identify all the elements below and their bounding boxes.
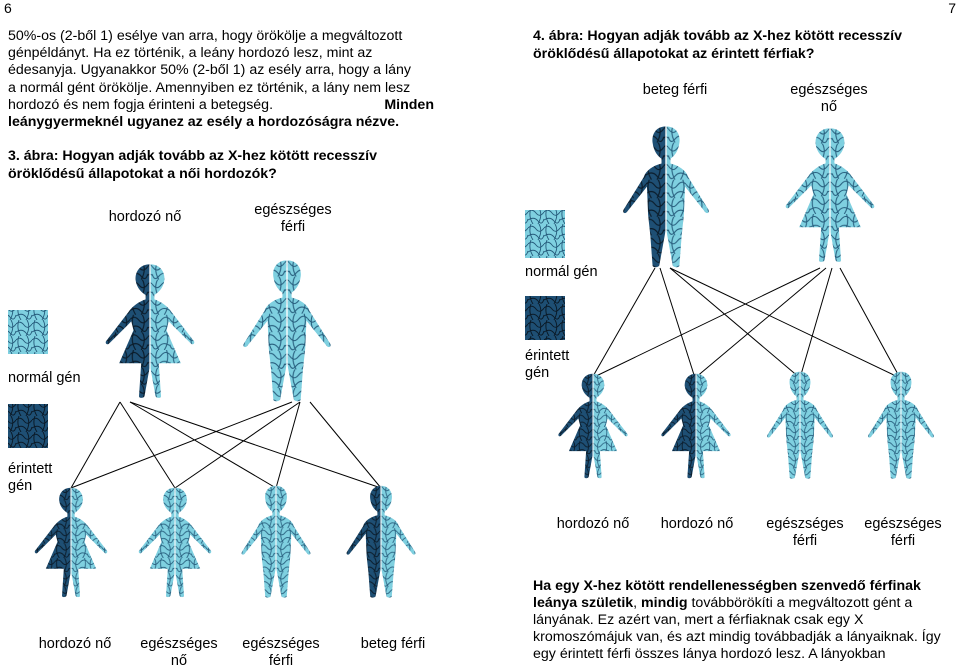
- healthy-mother-figure: [786, 128, 875, 262]
- label-line: gén: [8, 478, 33, 494]
- caption-line: 3. ábra: Hogyan adják tovább az X-hez kötött recesszív: [8, 148, 377, 164]
- intro-line: 50%-os (2-ből 1) esélye van arra, hogy örökölje a megváltozott: [8, 28, 403, 44]
- page-number-right: 7: [948, 0, 956, 16]
- child-healthy-son-figure: [242, 486, 311, 598]
- intro-line: édesanyja. Ugyanakkor 50% (2-ből 1) az esély arra, hogy a lány: [8, 62, 411, 79]
- legend-normal-gene-label: normál gén: [525, 264, 598, 280]
- bottom-text: ,: [633, 595, 642, 611]
- label-line: férfi: [890, 533, 916, 549]
- intro-bold: leánygyermeknél ugyanez az esély a hordozóságra nézve.: [8, 114, 400, 131]
- child-healthy-son-figure: [767, 372, 833, 479]
- affected-father-figure: [623, 126, 709, 267]
- child-carrier-daughter-figure: [35, 488, 107, 597]
- label-line: érintett: [525, 348, 570, 364]
- figure-4: [525, 126, 934, 478]
- label-line: nő: [820, 99, 838, 115]
- label-line: hordozó nő: [556, 516, 630, 532]
- affected-gene-swatch: [8, 404, 48, 448]
- label-line: egészséges: [140, 636, 218, 652]
- bottom-line: kromoszómájuk van, és azt mindig továbbadják a lányaiknak. Így: [533, 629, 941, 645]
- bottom-bold: mindig: [641, 595, 688, 611]
- label-line: egészséges: [254, 202, 332, 218]
- caption-line: öröklődésű állapotokat az érintett férfiak?: [533, 45, 815, 62]
- label-line: egészséges: [864, 516, 942, 532]
- caption-line: öröklődésű állapotokat a női hordozók?: [8, 165, 277, 182]
- label-line: férfi: [268, 653, 294, 669]
- label-line: egészséges: [790, 82, 868, 98]
- child-carrier-daughter-figure: [558, 374, 627, 478]
- label-line: gén: [525, 365, 550, 381]
- bottom-bold: leánya születik: [533, 595, 634, 611]
- intro-line: génpéldányt. Ha ez történik, a leány hordozó lesz, mint az: [8, 45, 373, 62]
- label-line: egészséges: [766, 516, 844, 532]
- carrier-mother-figure: [106, 264, 195, 398]
- child-healthy-daughter-figure: [139, 488, 211, 597]
- label-line: férfi: [280, 219, 306, 235]
- label-line: beteg férfi: [360, 636, 426, 652]
- caption-line: 4. ábra: Hogyan adják tovább az X-hez kötött recesszív: [533, 28, 902, 44]
- child-affected-son-figure: [347, 486, 416, 598]
- bottom-line: egy érintett férfi összes lánya hordozó lesz. A lányokban: [533, 646, 886, 662]
- bottom-bold: Ha egy X-hez kötött rendellenességben szenvedő férfinak: [533, 578, 921, 594]
- inheritance-lines: [71, 402, 381, 488]
- affected-gene-swatch: [525, 296, 565, 340]
- bottom-line: lányának. Ez azért van, mert a férfiaknak csak egy X: [533, 612, 864, 628]
- label-carrier-mother: hordozó nő: [108, 209, 182, 225]
- intro-bold: Minden: [384, 96, 434, 113]
- label-line: nő: [170, 653, 188, 669]
- healthy-father-figure: [243, 260, 330, 401]
- child-healthy-son-figure: [868, 372, 934, 479]
- intro-line: a normál gént örökölje. Amennyiben ez történik, a lány nem lesz: [8, 79, 411, 96]
- bottom-text: továbbörökíti a megváltozott gént a: [687, 595, 913, 611]
- legend-normal-gene-label: normál gén: [8, 370, 81, 386]
- figure-3: [8, 260, 415, 597]
- child-carrier-daughter-figure: [661, 374, 730, 478]
- label-line: hordozó nő: [38, 636, 112, 652]
- page-number-left: 6: [4, 0, 12, 16]
- intro-text: hordozó és nem fogja érinteni a betegség.: [8, 96, 274, 113]
- label-line: hordozó nő: [660, 516, 734, 532]
- normal-gene-swatch: [8, 310, 48, 354]
- label-line: egészséges: [242, 636, 320, 652]
- label-line: férfi: [792, 533, 818, 549]
- inheritance-lines: [592, 268, 900, 378]
- label-line: érintett: [8, 461, 53, 477]
- normal-gene-swatch: [525, 210, 565, 258]
- label-affected-father: beteg férfi: [642, 82, 708, 98]
